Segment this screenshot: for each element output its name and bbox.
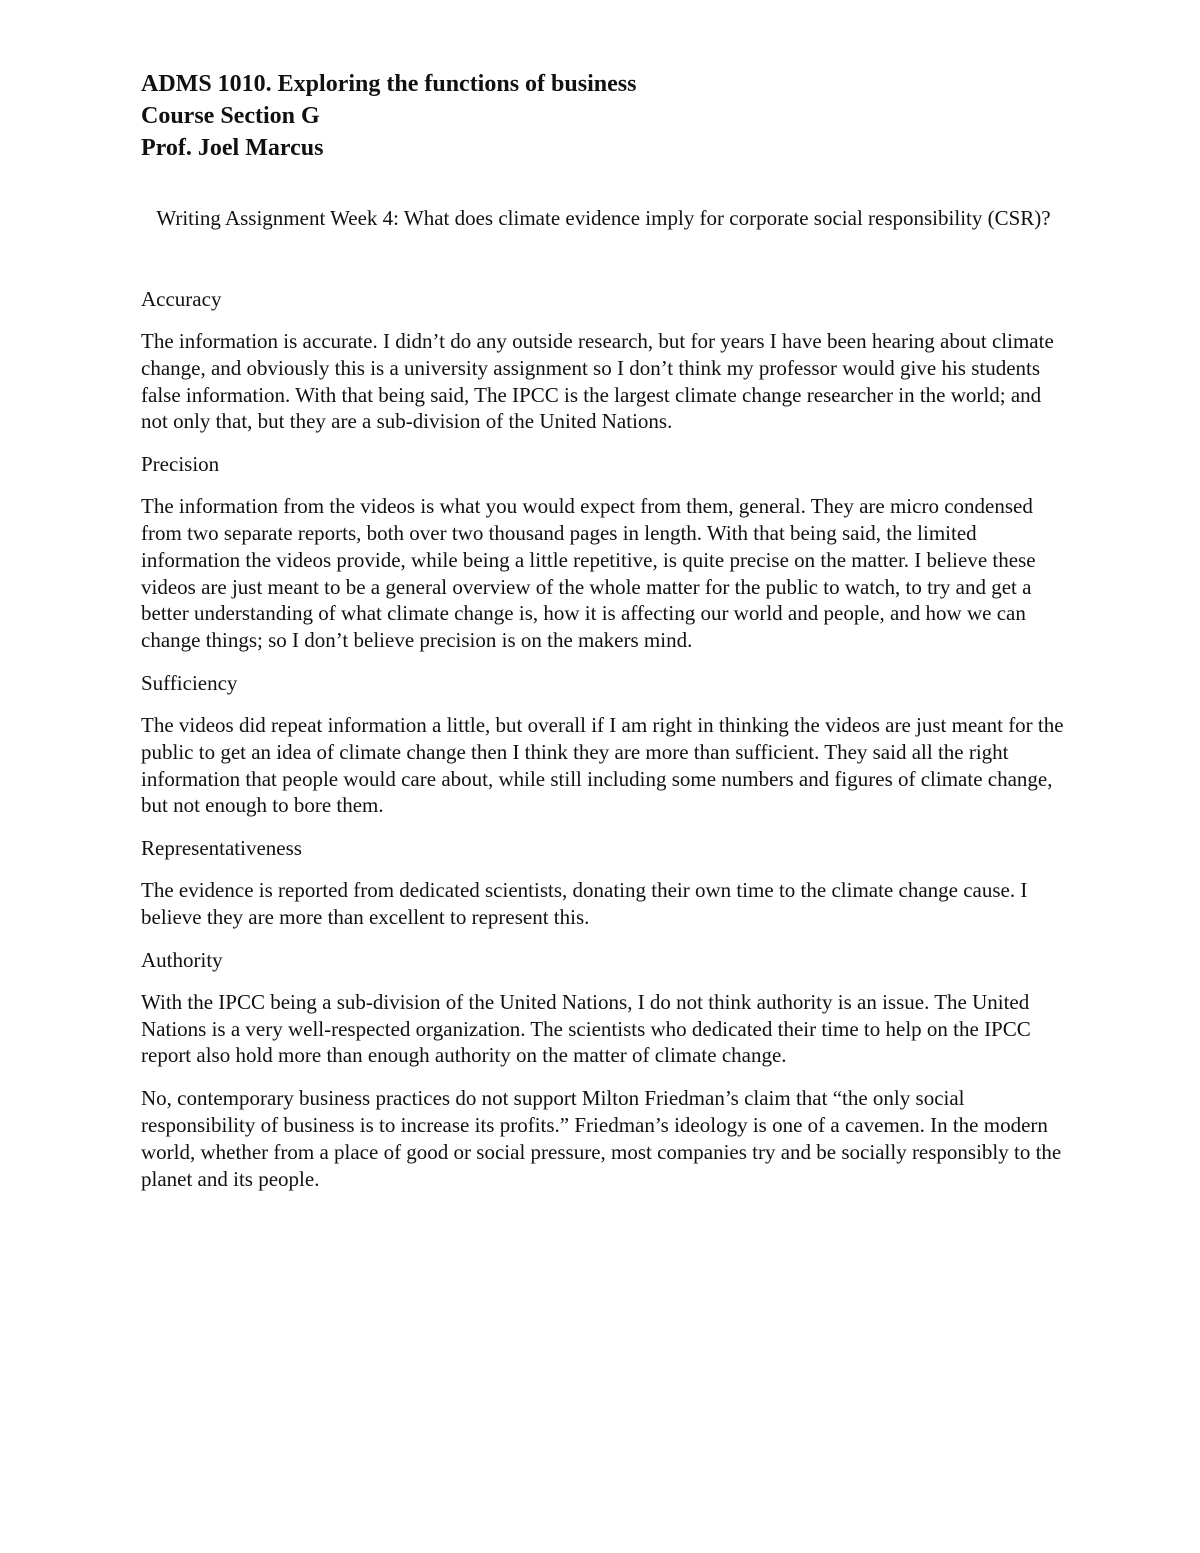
course-title: ADMS 1010. Exploring the functions of business [141,71,637,97]
paragraph-authority: With the IPCC being a sub-division of the United Nations, I do not think authority is an issue. The United Nations is a very well-respected organization. The scientists who dedicated their time to help on the IPCC report also hold more than enough authority on the matter of climate change. [141,989,1031,1068]
heading-sufficiency: Sufficiency [141,670,238,695]
paragraph-sufficiency: The videos did repeat information a little, but overall if I am right in thinking the videos are just meant for the public to get an idea of climate change then I think they are more than sufficient. They said all the right information that people would care about, while still including some numbers and figures of climate change, but not enough to bore them. [141,712,1064,818]
professor-name: Prof. Joel Marcus [141,135,324,161]
paragraph-conclusion: No, contemporary business practices do not support Milton Friedman’s claim that “the only social responsibility of business is to increase its profits.” Friedman’s ideology is one of a cavemen. In the modern world, whether from a place of good or social pressure, most companies try and be socially responsibly to the planet and its people. [141,1086,1062,1191]
course-section: Course Section G [141,103,320,129]
document-page [141,68,1066,1192]
heading-representativeness: Representativeness [141,836,302,861]
heading-precision: Precision [141,452,220,477]
heading-authority: Authority [141,947,223,972]
paragraph-accuracy: The information is accurate. I didn’t do any outside research, but for years I have been hearing about climate change, and obviously this is a university assignment so I don’t think my professor would give his students false information. With that being said, The IPCC is the largest climate change researcher in the world; and not only that, but they are a sub-division of the United Nations. [141,329,1054,434]
assignment-title: Writing Assignment Week 4: What does climate evidence imply for corporate social responsibility (CSR)? [156,206,1051,230]
heading-accuracy: Accuracy [141,287,222,311]
paragraph-precision: The information from the videos is what you would expect from them, general. They are micro condensed from two separate reports, both over two thousand pages in length. With that being said, the limited information the videos provide, while being a little repetitive, is quite precise on the matter. I believe these videos are just meant to be a general overview of the whole matter for the public to watch, to try and get a better understanding of what climate change is, how it is affecting our world and people, and how we can change things; so I don’t believe precision is on the makers mind. [141,494,1036,653]
paragraph-representativeness: The evidence is reported from dedicated scientists, donating their own time to the climate change cause. I believe they are more than excellent to represent this. [141,878,1028,929]
